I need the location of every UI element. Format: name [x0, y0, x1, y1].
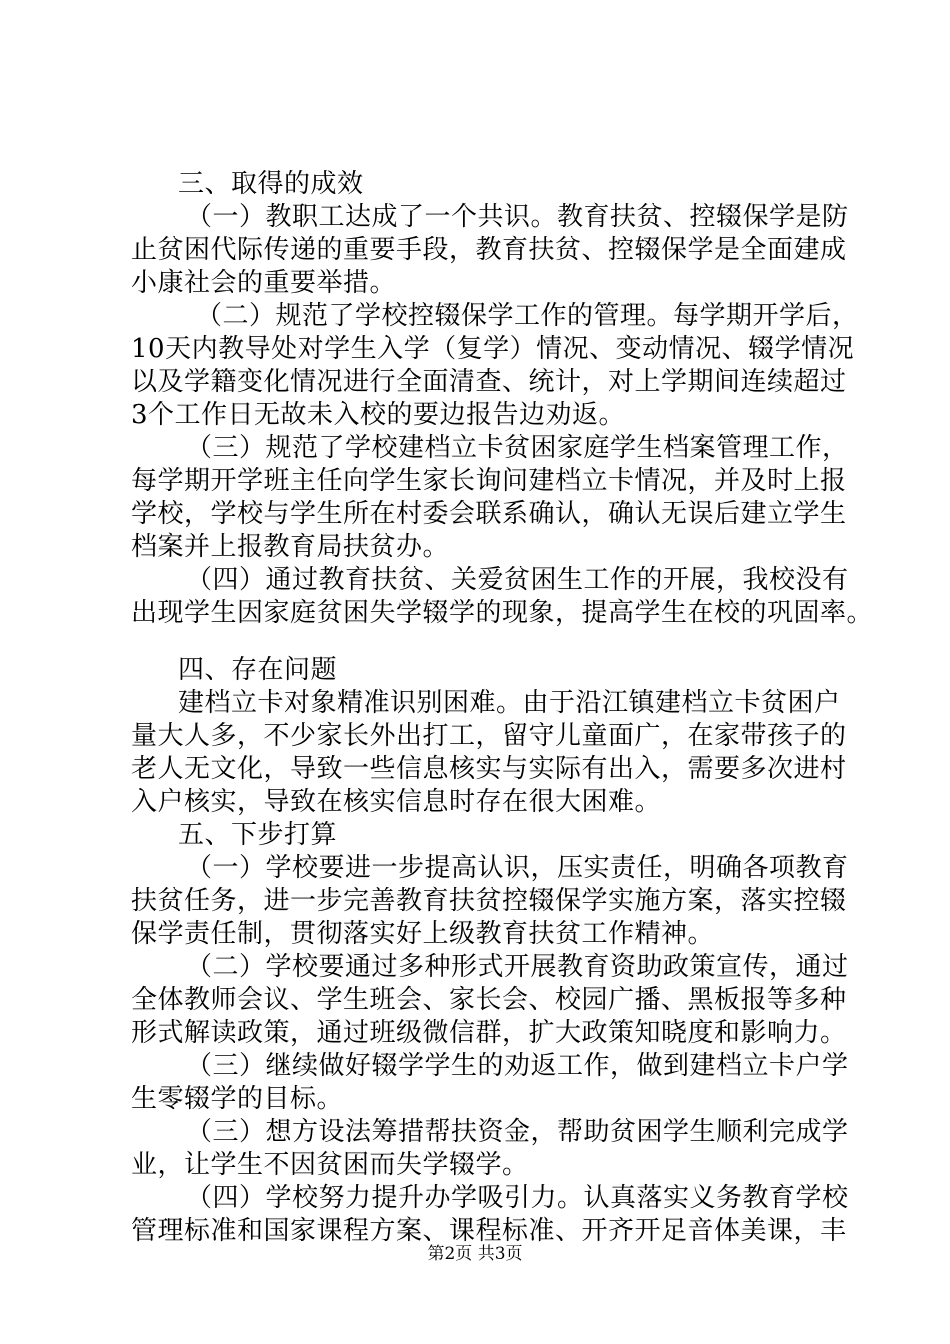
text-line: （三）继续做好辍学学生的劝返工作，做到建档立卡户学	[186, 1051, 849, 1081]
text-line: 全体教师会议、学生班会、家长会、校园广播、黑板报等多种	[131, 985, 847, 1015]
text-line: 形式解读政策，通过班级微信群，扩大政策知晓度和影响力。	[131, 1018, 847, 1048]
text-line: （二）学校要通过多种形式开展教育资助政策宣传，通过	[186, 952, 849, 982]
text-line: 量大人多，不少家长外出打工，留守儿童面广，在家带孩子的	[131, 721, 847, 751]
text-line: 扶贫任务，进一步完善教育扶贫控辍保学实施方案，落实控辍	[131, 886, 847, 916]
text-line: 入户核实，导致在核实信息时存在很大困难。	[131, 787, 662, 817]
text-line: 以及学籍变化情况进行全面清查、统计，对上学期间连续超过	[131, 367, 847, 397]
text-line: 每学期开学班主任向学生家长询问建档立卡情况，并及时上报	[131, 466, 847, 496]
text-line: 止贫困代际传递的重要手段，教育扶贫、控辍保学是全面建成	[131, 235, 847, 265]
text-line: （三）想方设法筹措帮扶资金，帮助贫困学生顺利完成学	[186, 1117, 849, 1147]
text-line: 管理标准和国家课程方案、课程标准、开齐开足音体美课，丰	[131, 1216, 847, 1246]
text-line: （四）学校努力提升办学吸引力。认真落实义务教育学校	[186, 1183, 849, 1213]
text-line: 学校，学校与学生所在村委会联系确认，确认无误后建立学生	[131, 499, 847, 529]
text-line: 四、存在问题	[178, 655, 338, 685]
text-line: 保学责任制，贯彻落实好上级教育扶贫工作精神。	[131, 919, 715, 949]
text-line: 3个工作日无故未入校的要边报告边劝返。	[131, 400, 626, 430]
text-line: 10天内教导处对学生入学（复学）情况、变动情况、辍学情况	[131, 334, 855, 364]
paragraph	[131, 1116, 851, 1182]
text-line: （一）学校要进一步提高认识，压实责任，明确各项教育	[186, 853, 849, 883]
paragraph	[131, 687, 851, 819]
text-line: （一）教职工达成了一个共识。教育扶贫、控辍保学是防	[186, 202, 849, 232]
paragraph	[131, 654, 851, 687]
text-line: 五、下步打算	[178, 820, 338, 850]
paragraph	[131, 1182, 851, 1248]
text-line: 三、取得的成效	[178, 169, 364, 199]
paragraph	[131, 819, 851, 852]
paragraph	[131, 300, 859, 432]
paragraph	[131, 432, 851, 564]
page-footer: 第2页 共3页	[427, 1244, 523, 1264]
text-line: 出现学生因家庭贫困失学辍学的现象，提高学生在校的巩固率。	[131, 598, 874, 628]
text-line: 老人无文化，导致一些信息核实与实际有出入，需要多次进村	[131, 754, 847, 784]
paragraph	[131, 168, 851, 201]
paragraph	[131, 1050, 851, 1116]
paragraph	[131, 852, 851, 951]
text-line: （二）规范了学校控辍保学工作的管理。每学期开学后，	[196, 301, 859, 331]
document-body	[131, 168, 874, 1248]
paragraph	[131, 564, 874, 630]
text-line: 档案并上报教育局扶贫办。	[131, 532, 450, 562]
text-line: 小康社会的重要举措。	[131, 268, 397, 298]
text-line: 业，让学生不因贫困而失学辍学。	[131, 1150, 529, 1180]
text-line: 建档立卡对象精准识别困难。由于沿江镇建档立卡贫困户	[178, 688, 841, 718]
paragraph	[131, 201, 851, 300]
text-line: 生零辍学的目标。	[131, 1084, 344, 1114]
paragraph	[131, 951, 851, 1050]
text-line: （四）通过教育扶贫、关爱贫困生工作的开展，我校没有	[186, 565, 849, 595]
text-line: （三）规范了学校建档立卡贫困家庭学生档案管理工作，	[186, 433, 849, 463]
